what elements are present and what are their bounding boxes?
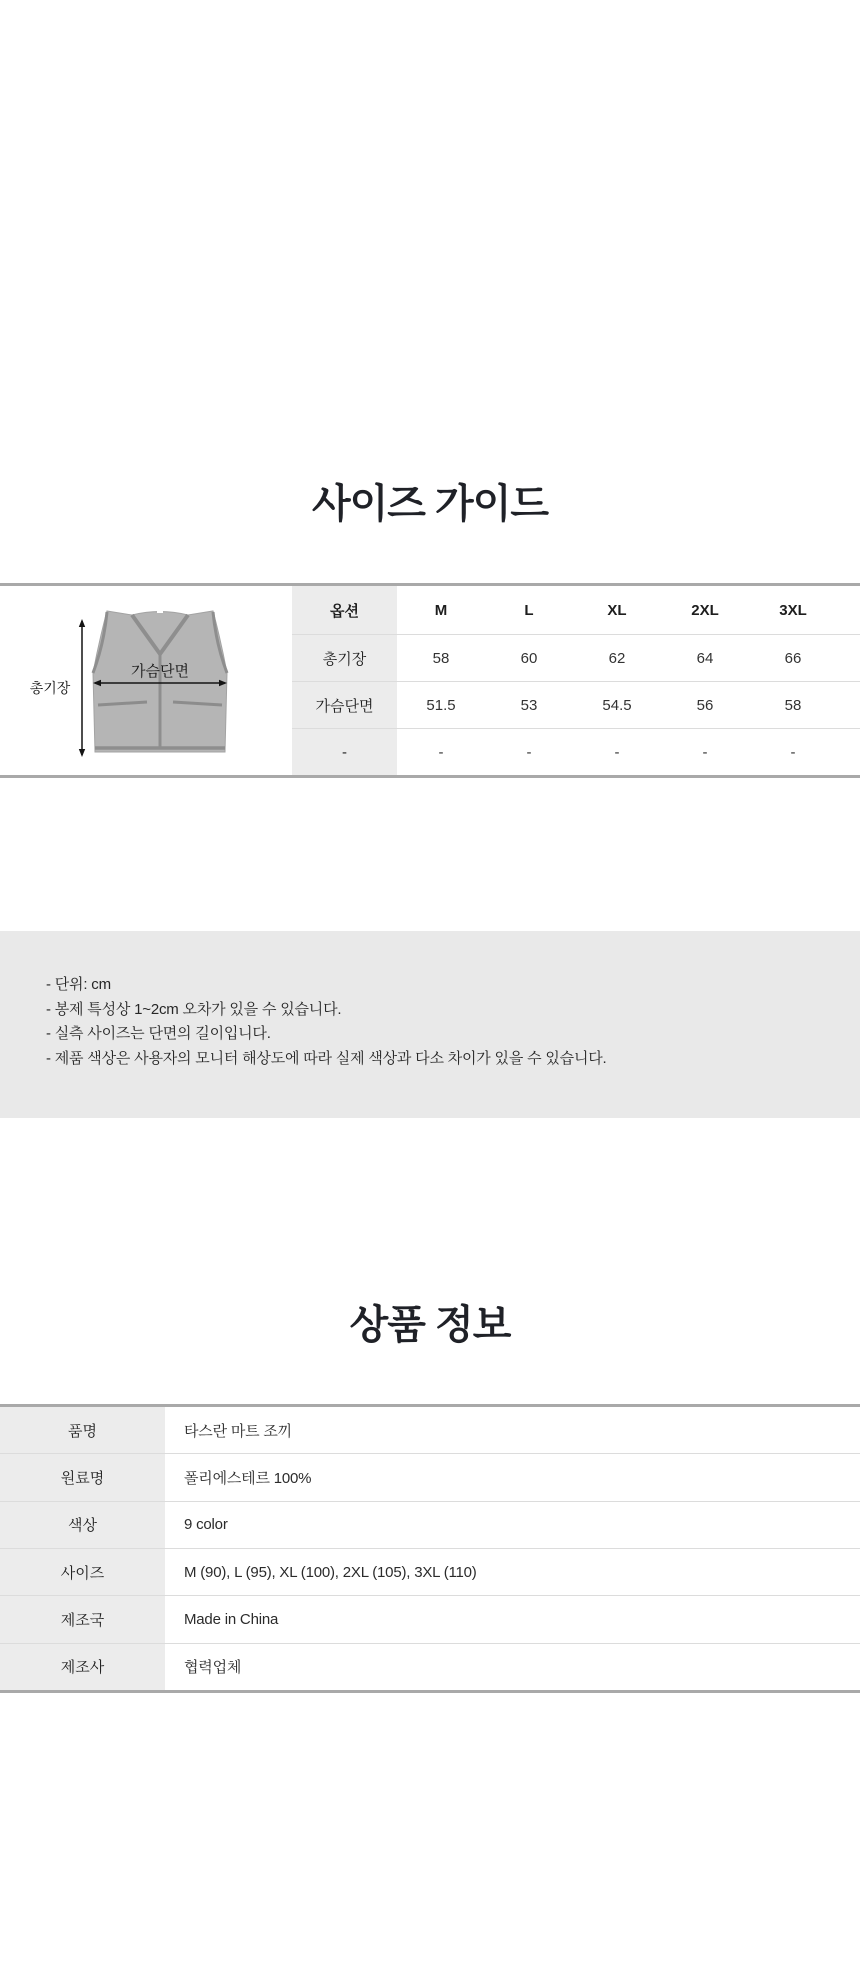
size-table-column-header: M: [434, 601, 448, 619]
product-row-value: 협력업체: [184, 1659, 242, 1677]
size-notes: [0, 931, 860, 1118]
size-value-cell: 56: [661, 681, 749, 728]
product-row-value: 폴리에스테르 100%: [184, 1469, 312, 1487]
chest-label: 가슴단면: [131, 663, 189, 680]
product-info-row: [0, 1501, 860, 1548]
size-value-cell: 62: [573, 634, 661, 681]
size-value-cell: -: [661, 728, 749, 775]
note-line: - 봉제 특성상 1~2cm 오차가 있을 수 있습니다.: [46, 1000, 342, 1018]
size-table: [292, 586, 860, 775]
note-line: - 실측 사이즈는 단면의 길이입니다.: [46, 1025, 271, 1043]
size-value-cell: 53: [485, 681, 573, 728]
product-info-row: [0, 1407, 860, 1453]
product-row-value: 9 color: [184, 1516, 228, 1534]
size-value-cell: 60: [485, 634, 573, 681]
size-table-column-header: 2XL: [691, 601, 719, 619]
size-value-cell: -: [485, 728, 573, 775]
product-row-value: M (90), L (95), XL (100), 2XL (105), 3XL (110): [184, 1563, 477, 1581]
vest-shape: [93, 608, 227, 752]
size-table-column-header: 3XL: [779, 601, 807, 619]
size-table-option-header: 옵션: [292, 586, 397, 634]
product-info-row: [0, 1453, 860, 1500]
size-guide-section: [0, 583, 860, 778]
size-table-column-header: XL: [607, 601, 627, 619]
size-value-cell: 51.5: [397, 681, 485, 728]
note-line: - 제품 색상은 사용자의 모니터 해상도에 따라 실제 색상과 다소 차이가 있을 수 있습니다.: [46, 1049, 607, 1067]
size-row-label: -: [292, 728, 397, 775]
product-row-label: 제조사: [0, 1644, 165, 1690]
product-info-row: [0, 1643, 860, 1690]
size-value-cell: 58: [749, 681, 860, 728]
product-info-title: 상품 정보: [349, 1303, 511, 1347]
product-row-label: 품명: [0, 1407, 165, 1453]
product-row-label: 제조국: [0, 1596, 165, 1642]
product-row-value: 타스란 마트 조끼: [184, 1422, 292, 1440]
size-table-column-header: L: [524, 601, 534, 619]
size-value-cell: 54.5: [573, 681, 661, 728]
size-value-cell: 66: [749, 634, 860, 681]
size-value-cell: -: [573, 728, 661, 775]
size-row-label: 가슴단면: [292, 681, 397, 728]
vest-measurement-illustration: [0, 586, 292, 775]
vest-diagram-svg: [0, 586, 292, 775]
length-label: 총기장: [29, 680, 71, 696]
product-info-row: [0, 1595, 860, 1642]
size-value-cell: 58: [397, 634, 485, 681]
size-row-label: 총기장: [292, 634, 397, 681]
size-value-cell: -: [749, 728, 860, 775]
product-row-value: Made in China: [184, 1610, 279, 1628]
product-row-label: 색상: [0, 1502, 165, 1548]
product-row-label: 사이즈: [0, 1549, 165, 1595]
product-info-row: [0, 1548, 860, 1595]
size-guide-title: 사이즈 가이드: [312, 482, 548, 526]
product-row-label: 원료명: [0, 1454, 165, 1500]
length-arrow: [79, 619, 85, 757]
size-value-cell: 64: [661, 634, 749, 681]
product-info-table: [0, 1404, 860, 1693]
size-value-cell: -: [397, 728, 485, 775]
note-line: - 단위: cm: [46, 976, 111, 993]
